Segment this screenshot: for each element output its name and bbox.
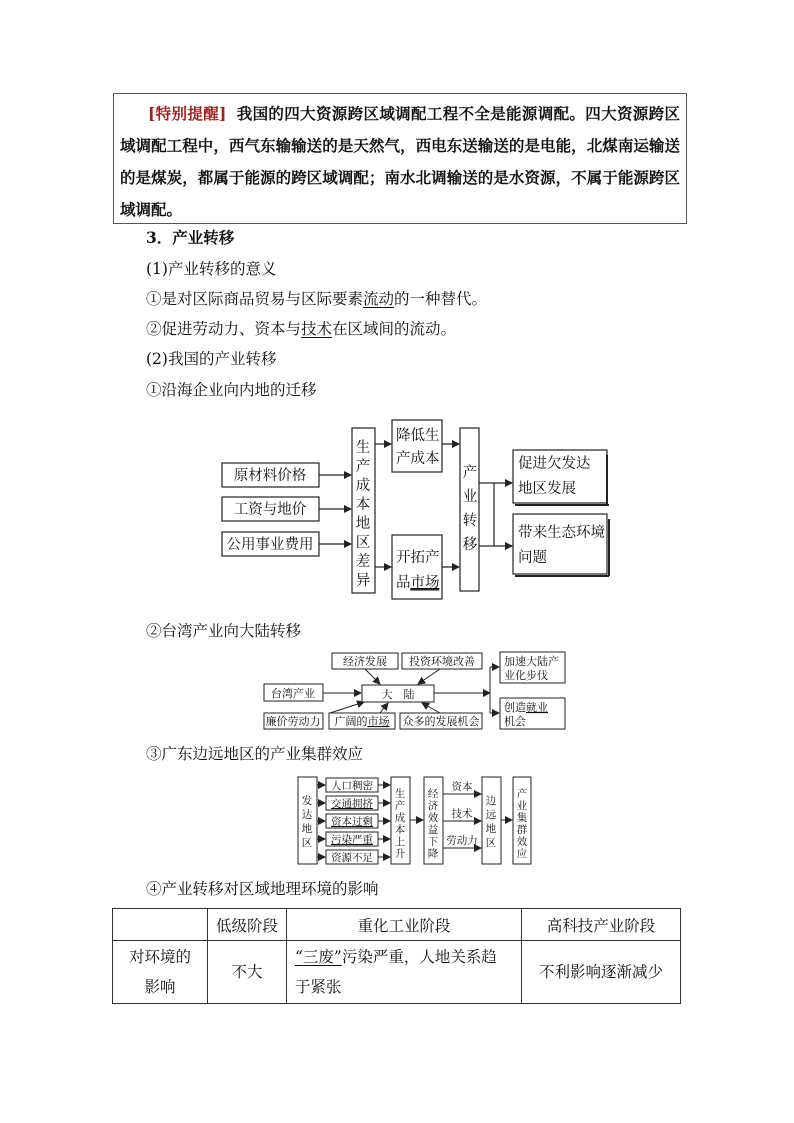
d3-fall-char-2: 效	[427, 812, 439, 824]
d3-factor-2: 交通拥挤	[331, 798, 373, 810]
meaning-1-pre: ①是对区际商品贸易与区际要素	[146, 290, 364, 308]
d2-out2-underlined: 就业	[526, 701, 548, 714]
d3-factor-1: 人口稠密	[331, 780, 373, 792]
d3-left-char-0: 发	[301, 795, 313, 807]
d1-mid-char-0: 生	[355, 440, 371, 456]
d3-effect-char-5: 应	[516, 848, 528, 860]
d3-effect-char-1: 业	[516, 800, 528, 812]
d1-transfer-char-0: 产	[462, 465, 478, 481]
tip-text: 我国的四大资源跨区域调配工程不全是能源调配。四大资源跨区域调配工程中，西气东输输送的是天然气，西电东送输送的是电能，北煤南运输送的是煤炭，都属于能源的跨区域调配；南水北调输送的是水资源，不属于能源跨区域调配。	[120, 104, 680, 219]
meaning-2-post: 在区域间的流动。	[332, 320, 457, 338]
diagram2-text	[266, 654, 560, 728]
d3-fall-char-4: 下	[427, 836, 439, 848]
impact-table	[112, 908, 681, 1004]
d3-left-char-1: 达	[301, 809, 313, 821]
d3-fall-char-1: 济	[427, 800, 439, 812]
d2-bottom-1: 廉价劳动力	[265, 715, 321, 728]
d1-transfer-char-3: 移	[462, 537, 478, 553]
three-wastes-underlined: “三废”	[295, 948, 342, 966]
meaning-1-post: 的一种替代。	[394, 290, 488, 308]
d1-transfer-char-2: 转	[462, 513, 478, 529]
table-cell-heavy	[287, 941, 522, 1004]
table-row-label	[113, 941, 208, 1004]
d3-effect-char-4: 效	[516, 836, 528, 848]
d2-bottom-2-pre: 广阔的	[334, 715, 368, 728]
d1-out1-line-1: 促进欠发达	[518, 456, 591, 472]
d3-factor-4: 污染严重	[331, 834, 373, 846]
section-3-1-heading: (1)产业转移的意义	[146, 260, 277, 278]
d1-mid-char-4: 地	[355, 516, 371, 532]
d1-mid-char-6: 差	[355, 554, 371, 570]
table-header-row	[113, 909, 681, 941]
meaning-2-pre: ②促进劳动力、资本与	[146, 320, 302, 338]
d1-bottom-pre: 品	[396, 575, 411, 591]
d3-left-char-3: 区	[301, 837, 313, 849]
table-header-hightech: 高科技产业阶段	[522, 909, 681, 941]
d3-fall-char-0: 经	[427, 788, 439, 800]
d3-rise-char-4: 上	[394, 836, 406, 848]
table-header-empty	[113, 909, 208, 941]
d1-bottom-line-2	[396, 574, 440, 591]
d2-out2-pre: 创造	[504, 701, 526, 714]
d3-flow-tech: 技术	[451, 808, 473, 820]
row-label-line-2: 影响	[144, 978, 176, 996]
d2-out2-line-2: 机会	[504, 715, 526, 728]
d2-out1-line-1: 加速大陆产	[504, 655, 559, 668]
section-3-heading: 3．产业转移	[146, 228, 235, 247]
d3-fall-char-3: 益	[427, 824, 439, 836]
d1-top-line-2: 产成本	[396, 451, 440, 467]
table-header-heavy: 重化工业阶段	[287, 909, 522, 941]
d3-rise-char-1: 产	[394, 800, 406, 812]
d3-rise-char-5: 升	[394, 848, 406, 860]
d2-out2-line-1	[504, 700, 548, 714]
d3-effect-char-0: 产	[516, 788, 528, 800]
meaning-1-underlined: 流动	[363, 290, 395, 308]
d1-mid-char-7: 异	[355, 573, 371, 589]
d3-remote-char-2: 地	[485, 823, 497, 835]
d1-mid-char-5: 区	[355, 535, 371, 551]
diagram3-text	[302, 779, 528, 864]
d3-rise-char-0: 生	[394, 788, 406, 800]
d3-effect-char-3: 群	[516, 824, 528, 836]
d1-out1-line-2: 地区发展	[518, 481, 576, 497]
diagram4-title: ④产业转移对区域地理环境的影响	[146, 880, 379, 898]
table-cell-low: 不大	[208, 941, 287, 1004]
d1-input-3: 公用事业费用	[226, 537, 314, 553]
d1-out2-line-1: 带来生态环境	[518, 525, 605, 541]
table-header-low: 低级阶段	[208, 909, 287, 941]
d1-input-1: 原材料价格	[233, 468, 307, 484]
d1-transfer-char-1: 业	[462, 489, 478, 505]
d2-center: 大 陆	[381, 688, 415, 701]
d1-input-2: 工资与地价	[233, 502, 307, 518]
d3-remote-char-3: 区	[485, 837, 497, 849]
d3-flow-capital: 资本	[451, 781, 473, 793]
row-label-line-1: 对环境的	[128, 948, 191, 966]
d3-remote-char-1: 远	[485, 809, 497, 821]
d3-flow-labor: 劳动力	[446, 835, 478, 847]
tip-label: [特别提醒]	[148, 104, 227, 123]
d3-effect-char-2: 集	[516, 812, 528, 824]
d3-rise-char-2: 成	[394, 812, 406, 824]
section-3-2-heading: (2)我国的产业转移	[146, 350, 277, 368]
d2-top-1: 经济发展	[343, 655, 387, 668]
diagram2-title: ②台湾产业向大陆转移	[146, 622, 302, 640]
d3-factor-5: 资源不足	[331, 852, 373, 864]
d2-top-2: 投资环境改善	[409, 655, 475, 668]
d1-mid-char-2: 成	[355, 478, 371, 494]
d3-fall-char-5: 降	[427, 848, 439, 860]
d2-out1-line-2: 业化步伐	[504, 669, 548, 682]
diagram1-title: ①沿海企业向内地的迁移	[146, 381, 317, 399]
d1-transfer-box	[460, 428, 479, 591]
table-row	[113, 941, 681, 1004]
d1-top-line-1: 降低生	[396, 428, 440, 444]
d1-bottom-underlined: 市场	[410, 575, 440, 591]
d2-bottom-3: 众多的发展机会	[402, 715, 480, 728]
d1-mid-char-1: 产	[355, 459, 371, 475]
d2-bottom-2-underlined: 市场	[367, 715, 390, 728]
d3-rise-char-3: 本	[394, 824, 406, 836]
heavy-line-1-rest: 污染严重，人地关系趋	[341, 948, 497, 966]
d1-bottom-line-1: 开拓产	[396, 550, 440, 566]
diagram1-text	[227, 427, 606, 591]
d3-left-char-2: 地	[301, 823, 313, 835]
d3-factor-3: 资本过剩	[331, 816, 373, 828]
heavy-line-2: 于紧张	[295, 978, 342, 996]
d2-bottom-2	[335, 714, 390, 728]
d2-source: 台湾产业	[271, 687, 315, 700]
table-cell-hightech: 不利影响逐渐减少	[522, 941, 681, 1004]
d3-remote-char-0: 边	[485, 795, 497, 807]
meaning-2-underlined: 技术	[301, 320, 333, 338]
diagram3-title: ③广东边远地区的产业集群效应	[146, 745, 364, 763]
d1-mid-char-3: 本	[355, 497, 371, 513]
d1-out2-line-2: 问题	[518, 550, 547, 566]
